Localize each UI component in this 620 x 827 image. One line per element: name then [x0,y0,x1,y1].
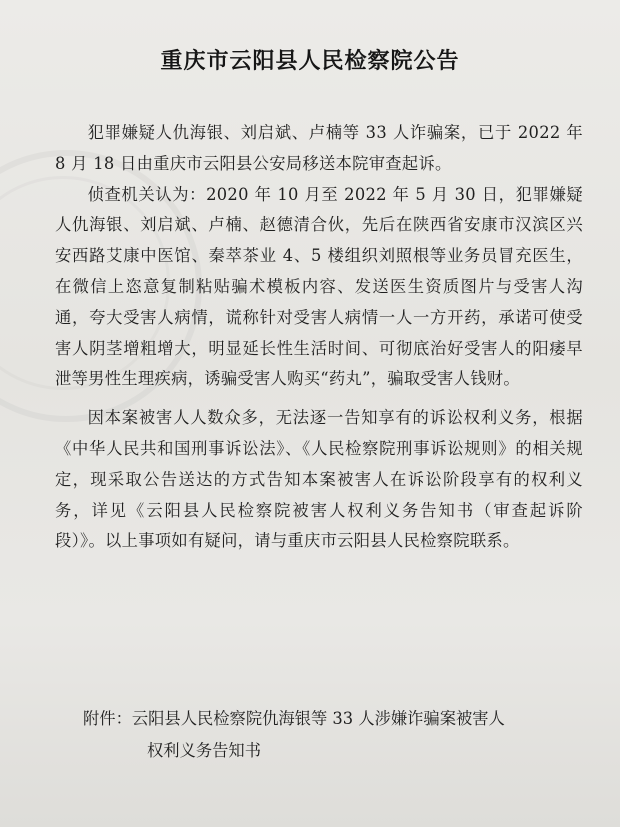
paragraph-investigation-findings: 侦查机关认为：2020 年 10 月至 2022 年 5 月 30 日，犯罪嫌疑人仇海银、刘启斌、卢楠、赵德清合伙，先后在陕西省安康市汉滨区兴安西路艾康中医馆、秦萃茶业 4、5 楼组织刘照根等业务员冒充医生，在微信上恣意复制粘贴骗术模板内容、发送医生资质图片与受害人沟通，夸大受害人病情，谎称针对受害人病情一人一方开药，承诺可使受害人阴茎增粗增大，明显延长性生活时间、可彻底治好受害人的阳痿早泄等男性生理疾病，诱骗受害人购买“药丸”，骗取受害人钱财。 [55,184,583,389]
paragraph-case-transfer: 犯罪嫌疑人仇海银、刘启斌、卢楠等 33 人诈骗案，已于 2022 年 8 月 18 日由重庆市云阳县公安局移送本院审查起诉。 [55,123,583,173]
attachment-title-line1: 云阳县人民检察院仇海银等 33 人涉嫌诈骗案被害人 [131,709,505,728]
paragraph-rights-notification: 因本案被害人人数众多，无法逐一告知享有的诉讼权利义务，根据《中华人民共和国刑事诉讼法》、《人民检察院刑事诉讼规则》的相关规定，现采取公告送达的方式告知本案被害人在诉讼阶段享有的权利义务，详见《云阳县人民检察院被害人权利义务告知书（审查起诉阶段）》。以上事项如有疑问，请与重庆市云阳县人民检察院联系。 [55,408,583,551]
attachment-title-line2: 权利义务告知书 [147,741,261,760]
document-body [55,118,583,557]
document-title: 重庆市云阳县人民检察院公告 [160,49,460,74]
attachment-label: 附件： [83,709,132,728]
attachment-note [83,703,583,767]
